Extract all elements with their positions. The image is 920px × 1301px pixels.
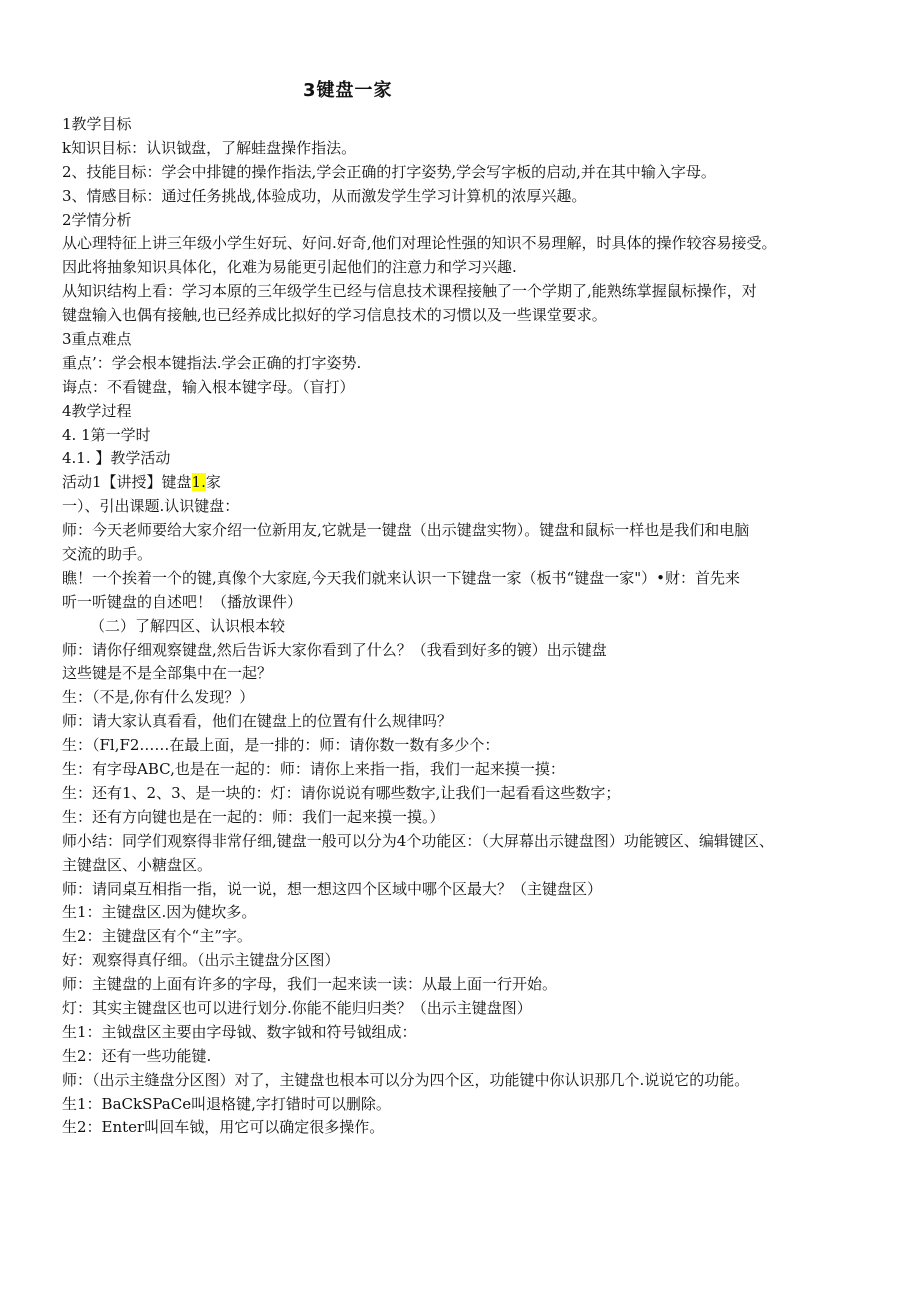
text-line: 灯：其实主键盘区也可以进行划分.你能不能归归类？（出示主键盘图） xyxy=(62,998,532,1017)
text-line: 从知识结构上看：学习本原的三年级学生已经与信息技术课程接触了一个学期了,能熟练掌握鼠标操作，对 xyxy=(62,282,757,301)
text-line: 交流的助手。 xyxy=(62,545,153,564)
text-line: 1教学目标 xyxy=(62,115,132,133)
text-line: 生：还有方向键也是在一起的：师：我们一起来摸一摸。） xyxy=(62,807,445,826)
text-line: 从心理特征上讲三年级小学生好玩、好问.好奇,他们对理论性强的知识不易理解，时具体的操作较容易接受。 xyxy=(62,234,777,253)
text-line: 师：今天老师要给大家介绍一位新用友,它就是一键盘（出示键盘实物）。键盘和鼠标一样也是我们和电脑 xyxy=(62,521,750,540)
text-line: 瞧！一个挨着一个的键,真像个大家庭,今天我们就来认识一下键盘一家（板书“键盘一家"）•财：首先来 xyxy=(62,568,740,587)
text-line: 生2：Enter叫回车钺，用它可以确定很多操作。 xyxy=(62,1118,385,1137)
text-line: 3重点难点 xyxy=(62,330,132,349)
highlighted-text: 1. xyxy=(191,473,206,492)
text-line: 键盘输入也偶有接触,也已经养成比拟好的学习信息技术的习惯以及一些课堂要求。 xyxy=(62,306,607,325)
text-line: 4. 1第一学时 xyxy=(62,425,151,444)
text-line: 生：有字母ABC,也是在一起的：师：请你上来指一指，我们一起来摸一摸： xyxy=(62,760,565,779)
text-line: 2、技能目标：学会中排键的操作指法,学会正确的打字姿势,学会写字板的启动,并在其中输入字母。 xyxy=(62,162,716,181)
document-title: 3键盘一家 xyxy=(303,80,393,101)
text-line: 好：观察得真仔细。（出示主键盘分区图） xyxy=(62,951,340,970)
text-line: 师：（出示主缝盘分区图）对了，主键盘也根本可以分为四个区，功能键中你认识那几个.说说它的功能。 xyxy=(62,1070,750,1089)
text-line: 师：请你仔细观察键盘,然后告诉大家你看到了什么？（我看到好多的镀）出示键盘 xyxy=(62,640,607,659)
text-line: k知识目标：认识钺盘，了解蛙盘操作指法。 xyxy=(62,138,357,157)
text-line: 师：请大家认真看看，他们在键盘上的位置有什么规律吗？ xyxy=(62,712,453,731)
text-line: 4教学过程 xyxy=(62,401,132,420)
text-line: 主键盘区、小糖盘区。 xyxy=(62,855,213,874)
text-line: 因此将抽象知识具体化，化难为易能更引起他们的注意力和学习兴趣. xyxy=(62,258,517,277)
text-line: （二）了解四区、认识根本较 xyxy=(90,616,286,635)
text-line: 生：（Fl,F2……在最上面，是一排的：师：请你数一数有多少个： xyxy=(62,736,500,755)
text-line: 生1：主键盘区.因为健坎多。 xyxy=(62,903,257,922)
text-line: 生1：主钺盘区主要由字母钺、数字钺和符号钺组成： xyxy=(62,1022,417,1041)
text-line: 2学情分析 xyxy=(62,210,132,229)
document-body xyxy=(62,113,872,1140)
text-line: 生2：还有一些功能键. xyxy=(62,1046,212,1065)
text-line: 活动1【讲授】键盘1.家 xyxy=(62,473,221,492)
text-line: 生1：BaCkSPaCe叫退格键,字打错时可以删除。 xyxy=(62,1094,391,1113)
text-line: 4.1. 】教学活动 xyxy=(62,449,171,468)
text-line: 诲点：不看键盘，输入根本键字母。（盲打） xyxy=(62,377,355,396)
text-line: 重点’：学会根本键指法.学会正确的打字姿势. xyxy=(62,353,362,372)
text-line: 3、情感目标：通过任务挑战,体验成功，从而激发学生学习计算机的浓厚兴趣。 xyxy=(62,186,587,205)
text-line: 师：主键盘的上面有许多的字母，我们一起来读一读：从最上面一行开始。 xyxy=(62,975,558,994)
text-line: 一）、引出课题.认识键盘： xyxy=(62,497,240,516)
text-line: 生2：主键盘区有个“主”字。 xyxy=(62,927,252,946)
text-line: 听一听键盘的自述吧！（播放课件） xyxy=(62,592,303,611)
text-line: 师：请同桌互相指一指，说一说，想一想这四个区域中哪个区最大？（主键盘区） xyxy=(62,879,603,898)
text-line: 生：（不是,你有什么发现？） xyxy=(62,688,255,707)
text-line: 师小结：同学们观察得非常仔细,键盘一般可以分为4个功能区：（大屏幕出示键盘图）功能镀区、编辑键区、 xyxy=(62,831,774,850)
text-line: 这些键是不是全部集中在一起？ xyxy=(62,664,273,683)
text-line: 生：还有1、2、3、是一块的：灯：请你说说有哪些数字,让我们一起看看这些数字； xyxy=(62,783,621,802)
